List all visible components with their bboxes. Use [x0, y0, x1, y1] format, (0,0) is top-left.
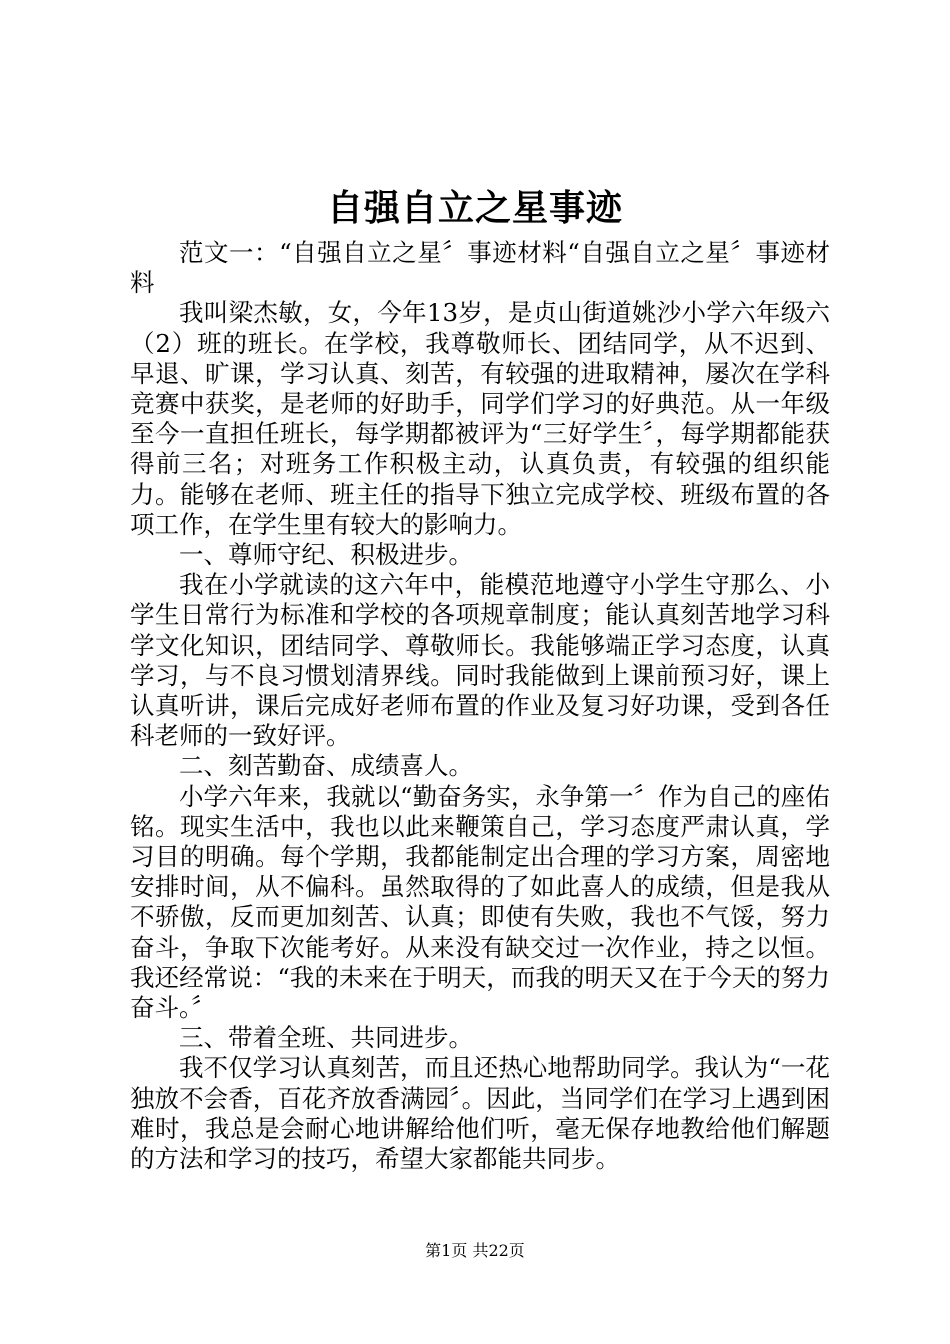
paragraph-self-introduction: 我叫梁杰敏，女，今年13岁，是贞山街道姚沙小学六年级六（2）班的班长。在学校，我尊敬师长、团结同学，从不迟到、早退、旷课，学习认真、刻苦，有较强的进取精神，屡次在学科竞赛中获奖，是老师的好助手，同学们学习的好典范。从一年级至今一直担任班长，每学期都被评为“三好学生〞，每学期都能获得前三名；对班务工作积极主动，认真负责，有较强的组织能力。能够在老师、班主任的指导下独立完成学校、班级布置的各项工作，在学生里有较大的影响力。 — [130, 298, 830, 539]
page-number-footer: 第1页 共22页 — [425, 1241, 525, 1260]
paragraph-intro: 范文一：“自强自立之星〞事迹材料“自强自立之星〞事迹材料 — [130, 238, 830, 298]
document-body — [130, 238, 830, 1174]
paragraph-section-3: 我不仅学习认真刻苦，而且还热心地帮助同学。我认为“一花独放不会香，百花齐放香满园〞。因此，当同学们在学习上遇到困难时，我总是会耐心地讲解给他们听，毫无保存地教给他们解题的方法和学习的技巧，希望大家都能共同步。 — [130, 1053, 830, 1174]
section-heading-2: 二、刻苦勤奋、成绩喜人。 — [179, 751, 473, 781]
document-title: 自强自立之星事迹 — [326, 187, 623, 229]
paragraph-section-2: 小学六年来，我就以“勤奋务实，永争第一〞作为自己的座佑铭。现实生活中，我也以此来鞭策自己，学习态度严肃认真，学习目的明确。每个学期，我都能制定出合理的学习方案，周密地安排时间，从不偏科。虽然取得的了如此喜人的成绩，但是我从不骄傲，反而更加刻苦、认真；即使有失败，我也不气馁，努力奋斗，争取下次能考好。从来没有缺交过一次作业，持之以恒。我还经常说：“我的未来在于明天，而我的明天又在于今天的努力奋斗。〞 — [130, 781, 830, 1023]
paragraph-section-1: 我在小学就读的这六年中，能模范地遵守小学生守那么、小学生日常行为标准和学校的各项规章制度；能认真刻苦地学习科学文化知识，团结同学、尊敬师长。我能够端正学习态度，认真学习，与不良习惯划清界线。同时我能做到上课前预习好，课上认真听讲，课后完成好老师布置的作业及复习好功课，受到各任科老师的一致好评。 — [130, 570, 830, 751]
section-heading-3: 三、带着全班、共同进步。 — [179, 1023, 473, 1053]
section-heading-1: 一、尊师守纪、积极进步。 — [179, 540, 473, 570]
